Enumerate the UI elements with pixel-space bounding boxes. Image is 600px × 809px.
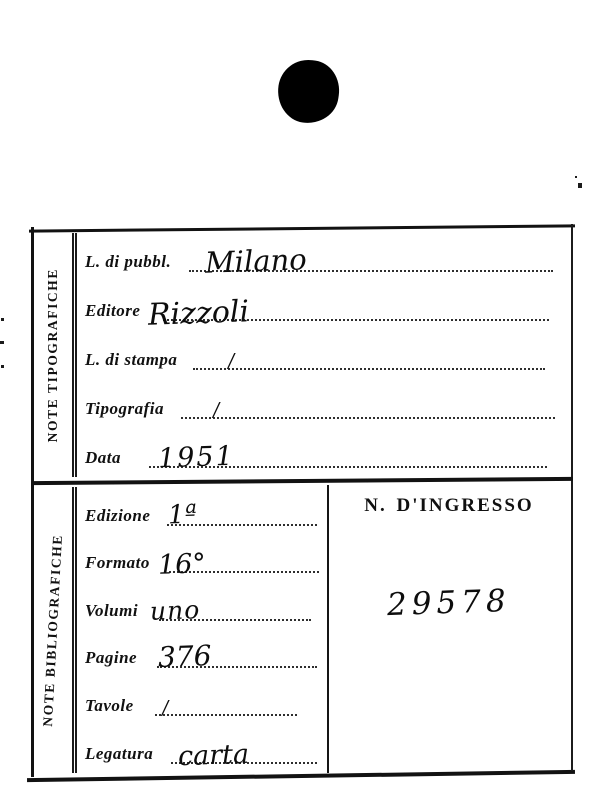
handwritten-value: Rizzoli xyxy=(147,294,250,333)
ingresso-header: N. D'INGRESSO xyxy=(364,495,534,516)
field-label: L. di stampa xyxy=(85,350,178,369)
field-row-legatura xyxy=(77,725,327,773)
note-bibliografiche-column xyxy=(34,487,77,773)
field-row-tavole xyxy=(77,677,327,725)
dotted-fill-line xyxy=(193,368,545,370)
field-label: Pagine xyxy=(85,648,138,668)
handwritten-value: Milano xyxy=(204,242,308,280)
scan-speck xyxy=(1,365,4,368)
bibliographic-fields xyxy=(77,487,327,773)
handwritten-tick: / xyxy=(161,696,169,720)
scan-speck xyxy=(578,183,582,188)
handwritten-value: 1951 xyxy=(157,440,236,475)
field-row-data xyxy=(77,428,567,477)
field-label: Volumi xyxy=(85,600,139,620)
field-row-editore xyxy=(77,281,567,333)
field-label: Formato xyxy=(85,553,150,573)
handwritten-value: 16° xyxy=(157,548,207,582)
note-bibliografiche-side-label: NOTE BIBLIOGRAFICHE xyxy=(39,533,66,727)
dotted-fill-line xyxy=(155,714,297,716)
scan-speck xyxy=(575,176,577,178)
note-tipografiche-side-label: NOTE TIPOGRAFICHE xyxy=(45,267,60,443)
field-label: Legatura xyxy=(85,743,154,763)
handwritten-value: uno xyxy=(149,594,201,626)
dotted-fill-line xyxy=(181,417,555,419)
field-row-tipografia xyxy=(77,379,567,428)
field-label: Data xyxy=(85,448,121,467)
handwritten-tick: / xyxy=(227,349,235,373)
field-row-luogo-stampa xyxy=(77,330,567,379)
handwritten-value: carta xyxy=(177,738,250,772)
handwritten-value: 1ª xyxy=(167,499,198,531)
field-row-luogo-pubblicazione xyxy=(77,232,567,281)
field-label: Editore xyxy=(85,301,141,320)
library-catalog-card xyxy=(31,227,573,779)
punch-hole-dot xyxy=(274,56,343,127)
handwritten-tick: / xyxy=(212,398,220,422)
field-label: L. di pubbl. xyxy=(85,252,172,271)
note-tipografiche-column xyxy=(34,233,77,477)
field-row-pagine xyxy=(77,630,327,678)
scan-speck xyxy=(0,341,4,344)
field-label: Tavole xyxy=(85,695,134,715)
card-border-right xyxy=(571,224,573,771)
typographic-fields xyxy=(77,232,567,479)
field-row-formato xyxy=(77,535,327,583)
handwritten-value: 376 xyxy=(157,639,213,675)
field-row-edizione xyxy=(77,487,327,535)
scan-speck xyxy=(1,318,4,321)
ingresso-column xyxy=(329,485,569,773)
field-row-volumi xyxy=(77,582,327,630)
field-label: Edizione xyxy=(85,505,151,525)
field-label: Tipografia xyxy=(85,399,164,418)
ingresso-number-handwritten: 29578 xyxy=(386,582,512,624)
